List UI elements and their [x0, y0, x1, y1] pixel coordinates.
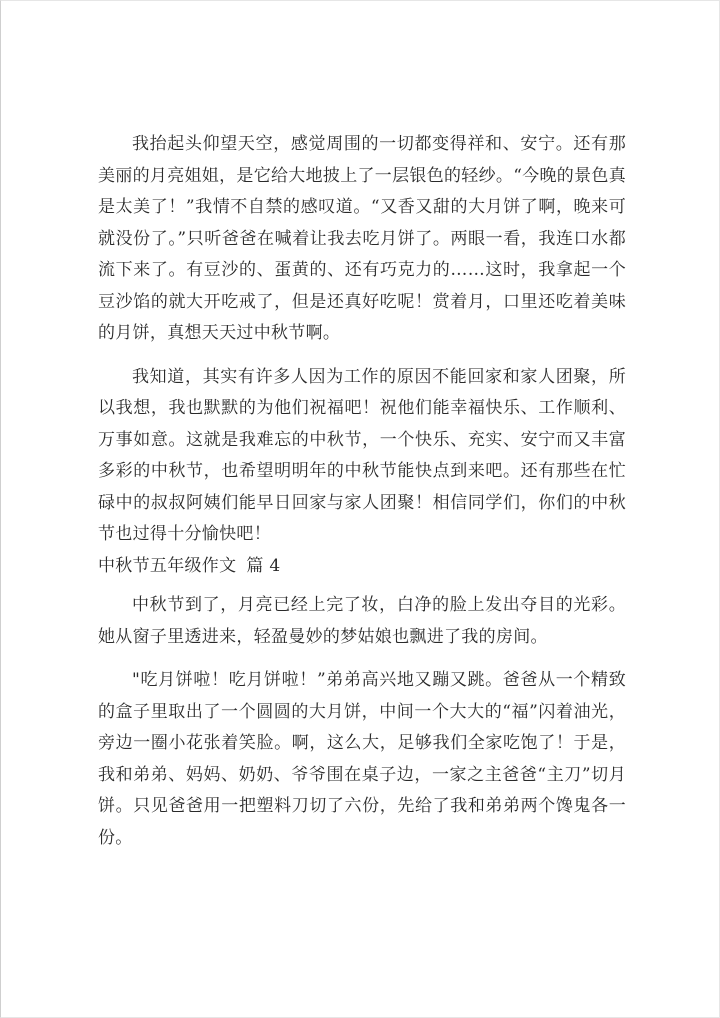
paragraph-mooncake-cutting: "吃月饼啦！吃月饼啦！”弟弟高兴地又蹦又跳。爸爸从一个精致的盒子里取出了一个圆圆的大月饼，中间一个大大的“福”闪着油光，旁边一圈小花张着笑脸。啊，这么大，足够我们全家吃饱了！于是，我和弟弟、妈妈、奶奶、爷爷围在桌子边，一家之主爸爸“主刀”切月饼。只见爸爸用一把塑料刀切了六份，先给了我和弟弟两个馋鬼各一份。 [98, 670, 626, 848]
section-heading [98, 551, 626, 583]
paragraph-moon-arrives: 中秋节到了，月亮已经上完了妆，白净的脸上发出夺目的光彩。她从窗子里透进来，轻盈曼妙的梦姑娘也飘进了我的房间。 [98, 595, 626, 647]
section-heading-label: 篇 4 [246, 555, 281, 576]
paragraph-blessing: 我知道，其实有许多人因为工作的原因不能回家和家人团聚，所以我想，我也默默的为他们祝福吧！祝他们能幸福快乐、工作顺利、万事如意。这就是我难忘的中秋节，一个快乐、充实、安宁而又丰富多彩的中秋节，也希望明明年的中秋节能快点到来吧。还有那些在忙碌中的叔叔阿姨们能早日回家与家人团聚！相信同学们，你们的中秋节也过得十分愉快吧！ [98, 366, 626, 544]
document-body [98, 129, 626, 854]
paragraph-moon-night: 我抬起头仰望天空，感觉周围的一切都变得祥和、安宁。还有那美丽的月亮姐姐，是它给大地披上了一层银色的轻纱。“今晚的景色真是太美了！”我情不自禁的感叹道。“又香又甜的大月饼了啊，晚来可就没份了。”只听爸爸在喊着让我去吃月饼了。两眼一看，我连口水都流下来了。有豆沙的、蛋黄的、还有巧克力的……这时，我拿起一个豆沙馅的就大开吃戒了，但是还真好吃呢！赏着月，口里还吃着美味的月饼，真想天天过中秋节啊。 [98, 134, 626, 343]
section-heading-title: 中秋节五年级作文 [98, 555, 237, 576]
